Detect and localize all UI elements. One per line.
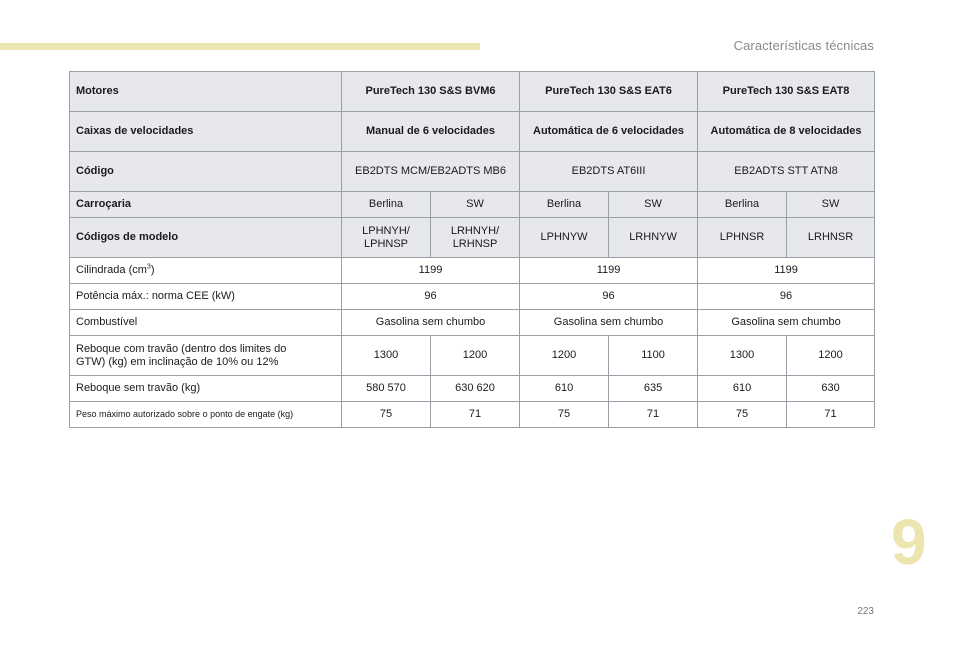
table-cell: 610: [520, 376, 609, 402]
table-cell: Berlina: [698, 192, 787, 218]
table-cell: SW: [787, 192, 875, 218]
table-cell: 71: [609, 402, 698, 428]
table-cell: 610: [698, 376, 787, 402]
table-cell: LPHNSR: [698, 218, 787, 258]
table-cell: 96: [520, 284, 698, 310]
table-row-carrocaria: [70, 192, 875, 218]
table-cell: 580 570: [342, 376, 431, 402]
table-cell: 71: [431, 402, 520, 428]
table-cell: Gasolina sem chumbo: [698, 310, 875, 336]
table-row-motores: [70, 72, 875, 112]
table-cell: EB2ADTS STT ATN8: [698, 152, 875, 192]
table-cell: PureTech 130 S&S EAT6: [520, 72, 698, 112]
table-cell: Automática de 6 velocidades: [520, 112, 698, 152]
row-header: Reboque sem travão (kg): [70, 376, 342, 402]
table-cell: 96: [342, 284, 520, 310]
table-cell: [342, 218, 431, 258]
table-cell: 1300: [698, 336, 787, 376]
table-cell: Gasolina sem chumbo: [342, 310, 520, 336]
table-cell: 635: [609, 376, 698, 402]
table-cell: 1199: [342, 258, 520, 284]
row-header: Código: [70, 152, 342, 192]
table-row-potencia: [70, 284, 875, 310]
row-header: Motores: [70, 72, 342, 112]
table-cell: 1300: [342, 336, 431, 376]
row-label: Cilindrada (cm: [76, 264, 147, 276]
table-cell: EB2DTS AT6III: [520, 152, 698, 192]
table-row-reboque-sem: [70, 376, 875, 402]
table-row-peso-max: [70, 402, 875, 428]
table-cell: 630: [787, 376, 875, 402]
table-cell: SW: [431, 192, 520, 218]
table-cell: 1100: [609, 336, 698, 376]
table-cell: Gasolina sem chumbo: [520, 310, 698, 336]
table-row-codigos-modelo: [70, 218, 875, 258]
table-cell: EB2DTS MCM/EB2ADTS MB6: [342, 152, 520, 192]
table-cell: 1200: [520, 336, 609, 376]
table-cell: Berlina: [520, 192, 609, 218]
table-cell: 1199: [520, 258, 698, 284]
row-header: Carroçaria: [70, 192, 342, 218]
table-cell: Manual de 6 velocidades: [342, 112, 520, 152]
row-label-end: ): [150, 264, 155, 276]
row-header: [70, 336, 342, 376]
row-header: Peso máximo autorizado sobre o ponto de engate (kg): [70, 402, 342, 428]
table-cell: 630 620: [431, 376, 520, 402]
table-row-cilindrada: [70, 258, 875, 284]
table-cell: 96: [698, 284, 875, 310]
table-cell: 1199: [698, 258, 875, 284]
table-cell: SW: [609, 192, 698, 218]
row-header: Códigos de modelo: [70, 218, 342, 258]
cell-line: LRHNSP: [452, 237, 498, 250]
table-cell: LRHNSR: [787, 218, 875, 258]
section-title: Características técnicas: [733, 38, 874, 53]
table-cell: LRHNYW: [609, 218, 698, 258]
header-accent-bar: [0, 43, 480, 50]
table-row-reboque-com: [70, 336, 875, 376]
cell-line: LRHNYH/: [450, 224, 500, 237]
row-header: Potência máx.: norma CEE (kW): [70, 284, 342, 310]
table-cell: Automática de 8 velocidades: [698, 112, 875, 152]
table-cell: Berlina: [342, 192, 431, 218]
row-header: [70, 258, 342, 284]
table-cell: PureTech 130 S&S EAT8: [698, 72, 875, 112]
chapter-number: 9: [891, 506, 927, 578]
superscript: 3: [146, 263, 151, 271]
cell-line: LPHNSP: [363, 237, 409, 250]
engine-spec-table: [69, 71, 875, 428]
row-header: Combustível: [70, 310, 342, 336]
table-cell: LPHNYW: [520, 218, 609, 258]
table-cell: 71: [787, 402, 875, 428]
table-row-combustivel: [70, 310, 875, 336]
table-cell: 75: [342, 402, 431, 428]
table-cell: [431, 218, 520, 258]
table-row-caixas: [70, 112, 875, 152]
table-cell: 1200: [787, 336, 875, 376]
row-header: Caixas de velocidades: [70, 112, 342, 152]
table-cell: PureTech 130 S&S BVM6: [342, 72, 520, 112]
cell-line: LPHNYH/: [362, 224, 410, 237]
table-cell: 75: [698, 402, 787, 428]
page-number: 223: [857, 606, 874, 617]
table-row-codigo: [70, 152, 875, 192]
row-label: Reboque com travão (dentro dos limites do: [76, 342, 287, 355]
table-cell: 1200: [431, 336, 520, 376]
table-cell: 75: [520, 402, 609, 428]
row-label: GTW) (kg) em inclinação de 10% ou 12%: [76, 355, 279, 368]
